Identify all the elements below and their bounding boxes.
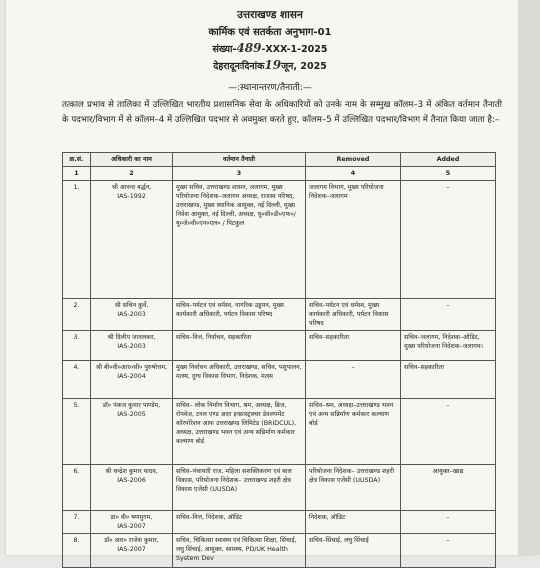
table-row: [63, 534, 496, 568]
column-number: 4: [306, 167, 401, 181]
officer-batch: IAS-2006: [117, 477, 146, 484]
current-posting-cell: सचिव–वित्त, निदेशक, ऑडिट: [173, 511, 306, 534]
added-cell: –: [401, 299, 496, 331]
officer-name-cell: [91, 299, 173, 331]
table-row: [63, 181, 496, 299]
current-posting-cell: सचिव–वित्त, निर्वाचन, सहकारिता: [173, 331, 306, 361]
officer-name: डा० वी० षणमुगम,: [110, 514, 153, 521]
added-cell: –: [401, 534, 496, 568]
officer-batch: IAS-2007: [117, 546, 146, 553]
officer-name: श्री सचिन कुर्वे,: [114, 302, 149, 309]
added-cell: –: [401, 181, 496, 299]
officer-name-cell: [91, 465, 173, 511]
department-title: कार्मिक एवं सतर्कता अनुभाग-01: [208, 27, 332, 38]
officer-name: डॉ० पंकज कुमार पाण्डेय,: [102, 402, 161, 409]
officer-name: डॉ० आर० राजेश कुमार,: [104, 537, 159, 544]
order-number-label: संख्या-: [212, 44, 237, 55]
table-header-row: [63, 153, 496, 167]
added-cell: सचिव–जलागम, निदेशक–ऑडिट, मुख्य परियोजना निदेशक–जलागम।: [401, 331, 496, 361]
current-posting-cell: सचिव– लोक निर्माण विभाग, श्रम, अध्यक्ष, ब्रिज, रोपवेज, टनल एण्ड अदर इन्फ्रास्ट्रक्चर डेवलपमेंट कॉरपोरेशन आफ उत्तराखण्ड लिमिटेड (BRIDCUL), अध्यक्ष, उत्तराखण्ड भवन एवं अन्य सन्निर्माण कर्मकार कल्याण बोर्ड: [173, 399, 306, 465]
order-date-handwritten: 19: [264, 58, 282, 72]
table-row: [63, 361, 496, 399]
order-date-prefix: देहरादूनःदिनांक: [213, 61, 265, 72]
row-serial: 5.: [63, 399, 91, 465]
added-cell: –: [401, 399, 496, 465]
row-serial: 3.: [63, 331, 91, 361]
transfer-table: [62, 152, 496, 568]
officer-name: श्री दिलीप जावलकर,: [107, 334, 156, 341]
officer-name: श्री बी०वी०आर०सी० पुरुषोत्तम,: [95, 364, 168, 371]
row-serial: 6.: [63, 465, 91, 511]
order-number-suffix: -XXX-1-2025: [261, 44, 328, 55]
header-removed: Removed: [306, 153, 401, 167]
officer-batch: IAS-2004: [117, 373, 146, 380]
table-row: [63, 331, 496, 361]
current-posting-cell: मुख्य निर्वाचन अधिकारी, उत्तराखण्ड, सचिव, पशुपालन, मत्स्य, दुग्ध विकास विभाग, निदेशक, मत्स्य: [173, 361, 306, 399]
officer-name-cell: [91, 534, 173, 568]
officer-name-cell: [91, 331, 173, 361]
order-subject: —:स्थानान्तरण/तैनाती:—: [228, 83, 312, 93]
current-posting-cell: सचिव, चिकित्सा स्वास्थ्य एवं चिकित्सा शिक्षा, सिंचाई, लघु सिंचाई, आयुक्त, स्वास्थ्य, PD/UK Health System Dev: [173, 534, 306, 568]
header-added: Added: [401, 153, 496, 167]
officer-name-cell: [91, 181, 173, 299]
officer-name: श्री आनन्द बर्द्धन,: [111, 184, 152, 191]
removed-cell: सचिव–श्रम, अध्यक्ष–उत्तराखण्ड भवन एवं अन्य सन्निर्माण कर्मकार कल्याण बोर्ड: [306, 399, 401, 465]
officer-batch: IAS-2003: [117, 311, 146, 318]
officer-batch: IAS-2007: [117, 523, 146, 530]
row-serial: 4.: [63, 361, 91, 399]
removed-cell: सचिव–पर्यटन एवं धर्मस्व, मुख्य कार्यकारी अधिकारी, पर्यटन विकास परिषद: [306, 299, 401, 331]
officer-batch: IAS-2003: [117, 343, 146, 350]
officer-name: श्री चन्द्रेश कुमार यादव,: [105, 468, 158, 475]
order-number-handwritten: 489: [236, 41, 262, 55]
column-number: 1: [63, 167, 91, 181]
header-serial: क्र.सं.: [63, 153, 91, 167]
row-serial: 7.: [63, 511, 91, 534]
added-cell: आयुक्त–खाद्य: [401, 465, 496, 511]
intro-paragraph: तत्काल प्रभाव से तालिका में उल्लिखित भारतीय प्रशासनिक सेवा के अधिकारियों को उनके नाम के सम्मुख कॉलम–3 में अंकित वर्तमान तैनाती के पदभार/विभाग में से कॉलम–4 में उल्लिखित पदभार से अवमुक्त करते हुए, कॉलम–5 में उल्लिखित पदभार/विभाग में तैनात किया जाता है:–: [62, 100, 502, 125]
officer-name-cell: [91, 399, 173, 465]
officer-batch: IAS-2005: [117, 411, 146, 418]
column-number: 5: [401, 167, 496, 181]
current-posting-cell: सचिव–पंचायती राज, महिला सशक्तिकरण एवं बाल विकास, परियोजना निदेशक– उत्तराखण्ड शहरी क्षेत्र विकास एजेंसी (UUSDA): [173, 465, 306, 511]
added-cell: –: [401, 511, 496, 534]
row-serial: 8.: [63, 534, 91, 568]
table-row: [63, 299, 496, 331]
table-column-number-row: [63, 167, 496, 181]
current-posting-cell: सचिव–पर्यटन एवं धर्मस्व, नागरिक उड्डयन, मुख्य कार्यकारी अधिकारी, पर्यटन विकास परिषद: [173, 299, 306, 331]
column-number: 3: [173, 167, 306, 181]
officer-batch: IAS-1992: [117, 193, 146, 200]
table-row: [63, 511, 496, 534]
officer-name-cell: [91, 361, 173, 399]
row-serial: 2.: [63, 299, 91, 331]
header-officer-name: अधिकारी का नाम: [91, 153, 173, 167]
govt-title: उत्तराखण्ड शासन: [237, 9, 303, 21]
removed-cell: निदेशक, ऑडिट: [306, 511, 401, 534]
added-cell: सचिव–सहकारिता: [401, 361, 496, 399]
order-date: [0, 58, 540, 72]
removed-cell: –: [306, 361, 401, 399]
removed-cell: परियोजना निदेशक– उत्तराखण्ड शहरी क्षेत्र विकास एजेंसी (UUSDA): [306, 465, 401, 511]
table-row: [63, 399, 496, 465]
header-current-posting: वर्तमान तैनाती: [173, 153, 306, 167]
current-posting-cell: मुख्य सचिव, उत्तराखण्ड शासन, जलागम, मुख्य परियोजना निदेशक–जलागम अध्यक्ष, राजस्व परिषद, उत्तराखण्ड, मुख्य स्थानिक आयुक्त, नई दिल्ली, मुख्य निवेश आयुक्त, नई दिल्ली, अध्यक्ष, यू०सी०डी०एफ०/ यू०जे०वी०एन०एल० / पिटकुल: [173, 181, 306, 299]
order-date-suffix: जून, 2025: [281, 61, 327, 72]
order-number: [0, 41, 540, 55]
removed-cell: जलागम विभाग, मुख्य परियोजना निदेशक–जलागम: [306, 181, 401, 299]
removed-cell: सचिव–सहकारिता: [306, 331, 401, 361]
table-row: [63, 465, 496, 511]
officer-name-cell: [91, 511, 173, 534]
row-serial: 1.: [63, 181, 91, 299]
column-number: 2: [91, 167, 173, 181]
removed-cell: सचिव–सिंचाई, लघु सिंचाई: [306, 534, 401, 568]
